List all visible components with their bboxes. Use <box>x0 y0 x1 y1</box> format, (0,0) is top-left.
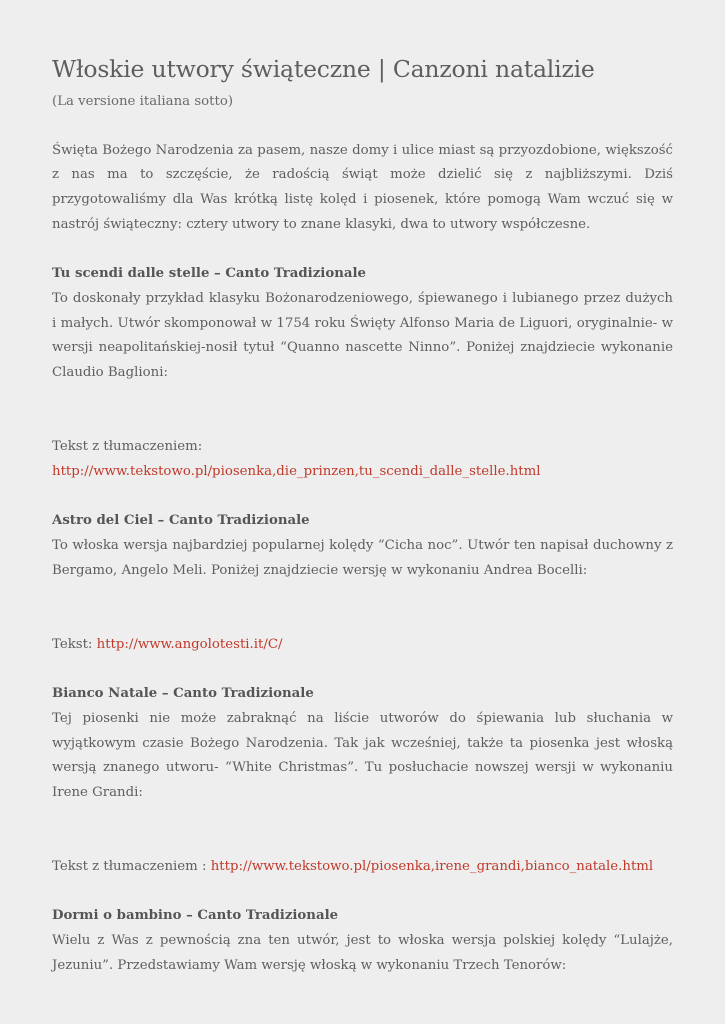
lyrics-label: Tekst: <box>52 636 97 652</box>
song-section <box>52 262 673 484</box>
song-description: Wielu z Was z pewnością zna ten utwór, jest to włoska wersja polskiej kolędy “Lulajże, Jezuniu”. Przedstawiamy Wam wersję włoską w wykonaniu Trzech Tenorów: <box>52 933 673 973</box>
lyrics-line <box>52 855 673 880</box>
page-title: Włoskie utwory świąteczne | Canzoni natalizie <box>52 55 595 83</box>
song-heading: Dormi o bambino – Canto Tradizionale <box>52 908 339 924</box>
song-heading: Astro del Ciel – Canto Tradizionale <box>52 513 310 529</box>
song-heading: Tu scendi dalle stelle – Canto Tradizionale <box>52 266 366 282</box>
embedded-video-placeholder <box>52 806 673 855</box>
song-description: To doskonały przykład klasyku Bożonarodzeniowego, śpiewanego i lubianego przez dużych i małych. Utwór skomponował w 1754 roku Święty Alfonso Maria de Liguori, oryginalnie- w wersji neapolitańskiej-nosił tytuł “Quanno nascette Ninno”. Poniżej znajdziecie wykonanie Claudio Baglioni: <box>52 290 673 381</box>
lyrics-line <box>52 633 673 658</box>
song-description: To włoska wersja najbardziej popularnej kolędy “Cicha noc”. Utwór ten napisał duchowny z Bergamo, Angelo Meli. Poniżej znajdziecie wersję w wykonaniu Andrea Bocelli: <box>52 537 673 578</box>
lyrics-link[interactable]: http://www.angolotesti.it/C/ <box>96 636 283 652</box>
lyrics-link[interactable]: http://www.tekstowo.pl/piosenka,die_prinzen,tu_scendi_dalle_stelle.html <box>52 463 541 479</box>
lyrics-link[interactable]: http://www.tekstowo.pl/piosenka,irene_grandi,bianco_natale.html <box>210 859 654 874</box>
embedded-video-placeholder <box>52 386 673 435</box>
song-section <box>52 509 673 657</box>
intro-paragraph: Święta Bożego Narodzenia za pasem, nasze domy i ulice miast są przyozdobione, większość z nas ma to szczęście, że radością świąt może dzielić się z najbliższymi. Dziś przygotowaliśmy dla Was krótką listę kolęd i piosenek, które pomogą Wam wczuć się w nastrój świąteczny: cztery utwory to znane klasyki, dwa to utwory współczesne. <box>52 142 673 232</box>
lyrics-label: Tekst z tłumaczeniem : <box>52 859 211 874</box>
article <box>52 50 673 979</box>
page-subtitle: (La versione italiana sotto) <box>52 94 234 109</box>
embedded-video-placeholder <box>52 583 673 632</box>
lyrics-label: Tekst z tłumaczeniem: <box>52 439 203 455</box>
song-section <box>52 682 673 880</box>
song-heading: Bianco Natale – Canto Tradizionale <box>52 686 314 702</box>
song-description: Tej piosenki nie może zabraknąć na liście utworów do śpiewania lub słuchania w wyjątkowym czasie Bożego Narodzenia. Tak jak wcześniej, także ta piosenka jest włoską wersją znanego utworu- “White Christmas”. Tu posłuchacie nowszej wersji w wykonaniu Irene Grandi: <box>52 710 673 800</box>
song-section <box>52 904 673 978</box>
